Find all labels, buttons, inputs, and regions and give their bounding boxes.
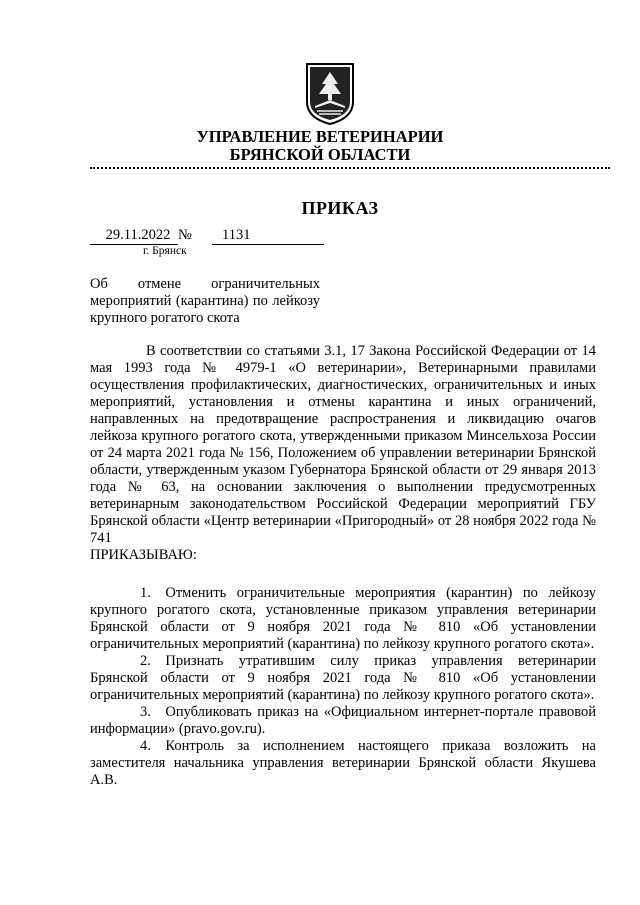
order-item: 4. Контроль за исполнением настоящего приказа возложить на заместителя начальника управления ветеринарии Брянской области Якушева А.В.	[90, 738, 596, 788]
document-subject: Об отмене ограничительных мероприятий (карантина) по лейкозу крупного рогатого скота	[90, 276, 320, 326]
order-word: ПРИКАЗЫВАЮ:	[90, 547, 197, 563]
document-number-label: №	[178, 227, 192, 243]
document-city: г. Брянск	[143, 245, 187, 257]
organization-line-2: БРЯНСКОЙ ОБЛАСТИ	[229, 145, 411, 164]
order-item: 2. Признать утратившим силу приказ управления ветеринарии Брянской области от 9 ноября 2021 года № 810 «Об установлении ограничительных мероприятий (карантина) по лейкозу крупного рогатого скота».	[90, 653, 596, 703]
document-number: 1131	[212, 227, 324, 245]
order-item: 1. Отменить ограничительные мероприятия (карантин) по лейкозу крупного рогатого скота, установленные приказом управления ветеринарии Брянской области от 9 ноября 2021 года № 810 «Об установлении ограничительных мероприятий (карантина) по лейкозу крупного рогатого скота».	[90, 585, 596, 652]
order-item: 3. Опубликовать приказ на «Официальном интернет-портале правовой информации» (pravo.gov.ru).	[90, 704, 596, 737]
document-body	[90, 343, 596, 789]
preamble-paragraph: В соответствии со статьями 3.1, 17 Закона Российской Федерации от 14 мая 1993 года № 4979-1 «О ветеринарии», Ветеринарными правилами осуществления профилактических, диагностических, ограничительных и иных мероприятий, установления и отмены карантина и иных ограничений, направленных на предотвращение распространения и ликвидацию очагов лейкоза крупного рогатого скота, утвержденными приказом Минсельхоза России от 24 марта 2021 года № 156, Положением об управлении ветеринарии Брянской области, утвержденным указом Губернатора Брянской области от 29 января 2013 года № 63, на основании заключения о выполнении предусмотренных ветеринарным законодательством Российской Федерации мероприятий ГБУ Брянской области «Центр ветеринарии «Пригородный» от 28 ноября 2022 года № 741	[90, 343, 596, 546]
organization-name	[0, 128, 640, 164]
document-title: ПРИКАЗ	[301, 198, 379, 218]
bryansk-coat-of-arms-icon	[305, 62, 355, 126]
organization-line-1: УПРАВЛЕНИЕ ВЕТЕРИНАРИИ	[196, 127, 444, 146]
document-date: 29.11.2022	[90, 227, 178, 245]
header-divider	[90, 167, 610, 169]
